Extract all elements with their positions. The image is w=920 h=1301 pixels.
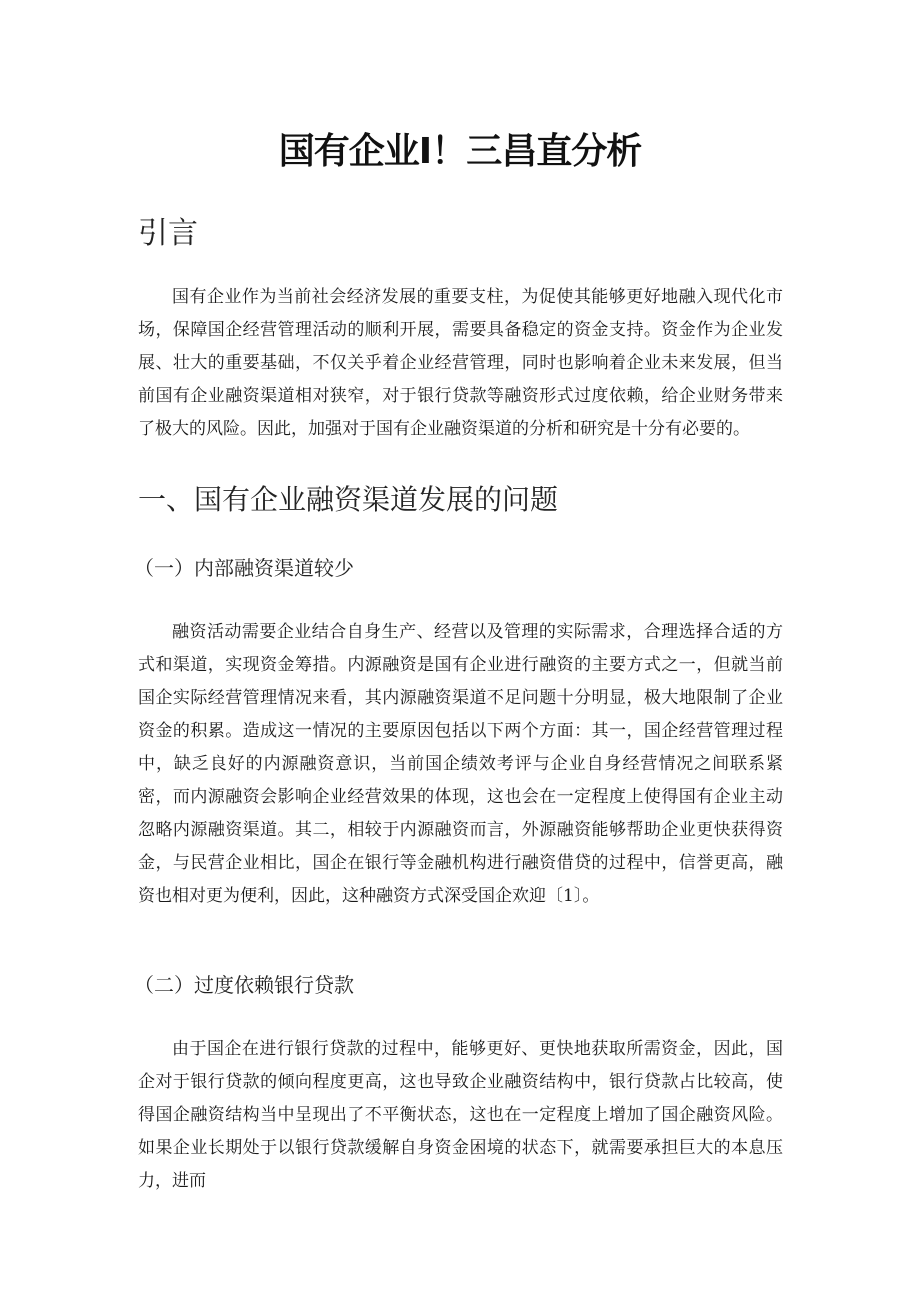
subsection-paragraph-internal-financing: 融资活动需要企业结合自身生产、经营以及管理的实际需求，合理选择合适的方式和渠道，实现资金筹措。内源融资是国有企业进行融资的主要方式之一，但就当前国企实际经营管理情况来看，其内源融资渠道不足问题十分明显，极大地限制了企业资金的积累。造成这一情况的主要原因包括以下两个方面：其一，国企经营管理过程中，缺乏良好的内源融资意识，当前国企绩效考评与企业自身经营情况之间联系紧密，而内源融资会影响企业经营效果的体现，这也会在一定程度上使得国有企业主动忽略内源融资渠道。其二，相较于内源融资而言，外源融资能够帮助企业更快获得资金，与民营企业相比，国企在银行等金融机构进行融资借贷的过程中，信誉更高，融资也相对更为便利，因此，这种融资方式深受国企欢迎〔1〕。: [138, 622, 783, 906]
document-title: 国有企业I！三昌直分析: [278, 131, 642, 172]
intro-paragraph: 国有企业作为当前社会经济发展的重要支柱，为促使其能够更好地融入现代化市场，保障国企经营管理活动的顺利开展，需要具备稳定的资金支持。资金作为企业发展、壮大的重要基础，不仅关乎着企业经营管理，同时也影响着企业未来发展，但当前国有企业融资渠道相对狭窄，对于银行贷款等融资形式过度依赖，给企业财务带来了极大的风险。因此，加强对于国有企业融资渠道的分析和研究是十分有必要的。: [138, 287, 783, 439]
section-heading: 一、国有企业融资渠道发展的问题: [138, 483, 559, 516]
subsection-heading-bank-loans: （二）过度依赖银行贷款: [134, 973, 354, 997]
subsection-paragraph-bank-loans: 由于国企在进行银行贷款的过程中，能够更好、更快地获取所需资金，因此，国企对于银行贷款的倾向程度更高，这也导致企业融资结构中，银行贷款占比较高，使得国企融资结构当中呈现出了不平衡状态，这也在一定程度上增加了国企融资风险。如果企业长期处于以银行贷款缓解自身资金困境的状态下，就需要承担巨大的本息压力，进而: [138, 1039, 783, 1191]
subsection-heading-internal-financing: （一）内部融资渠道较少: [134, 556, 354, 580]
intro-heading: 引言: [138, 216, 198, 251]
